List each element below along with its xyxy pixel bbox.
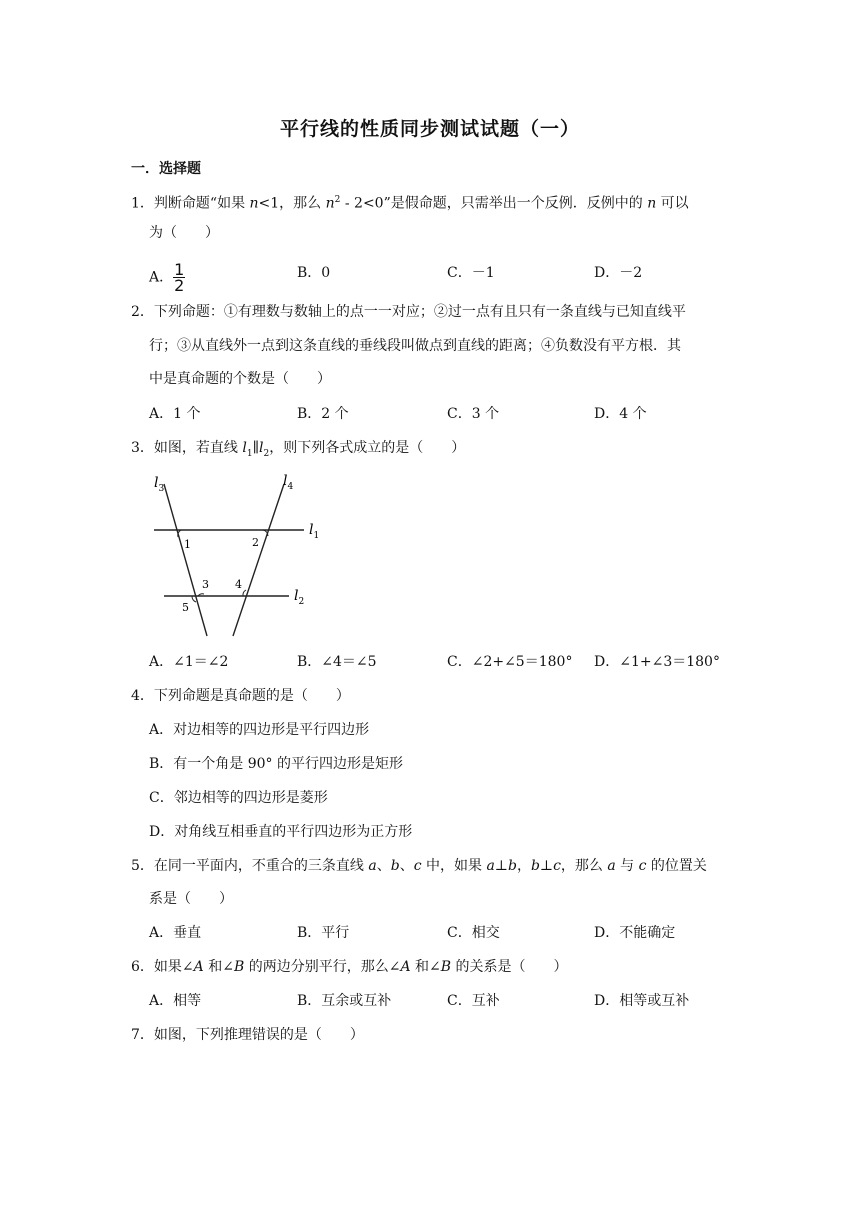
question-6-option-a: A．相等 <box>149 993 202 1009</box>
question-3-option-d: D．∠1+∠3＝180° <box>594 654 720 670</box>
question-6-option-b: B．互余或互补 <box>297 993 392 1009</box>
question-4-option-d: D．对角线互相垂直的平行四边形为正方形 <box>149 824 413 840</box>
question-5-option-d: D．不能确定 <box>594 925 676 941</box>
question-3-option-b: B．∠4＝∠5 <box>297 654 377 670</box>
parallel-lines-figure <box>149 470 329 642</box>
question-2-option-a: A．1 个 <box>149 406 201 422</box>
question-1-line-2: 为（ ） <box>149 225 219 241</box>
question-3-line-1: 3．如图，若直线 $l_1\parallel l_2$，则下列各式成立的是（ ） <box>131 440 466 459</box>
label-l1: $l_1$ <box>309 522 320 541</box>
label-l4: $l_4$ <box>283 473 294 492</box>
angle-label-2: 2 <box>252 536 259 549</box>
question-1-option-b: B．0 <box>297 265 331 281</box>
section-heading: 一．选择题 <box>131 161 201 177</box>
angle-label-3: 3 <box>202 578 209 591</box>
question-6-line-1: 6．如果∠A 和∠B 的两边分别平行，那么∠A 和∠B 的关系是（ ） <box>131 959 568 975</box>
angle-arc-4 <box>243 590 246 596</box>
question-4-option-b: B．有一个角是 90° 的平行四边形是矩形 <box>149 756 404 772</box>
question-2-line-1: 2．下列命题：①有理数与数轴上的点一一对应；②过一点有且只有一条直线与已知直线平 <box>131 304 686 320</box>
question-4-option-c: C．邻边相等的四边形是菱形 <box>149 790 328 806</box>
question-5-option-b: B．平行 <box>297 925 350 941</box>
question-5-option-a: A．垂直 <box>149 925 202 941</box>
question-2-option-b: B．2 个 <box>297 406 349 422</box>
question-6-option-c: C．互补 <box>447 993 500 1009</box>
question-5-option-c: C．相交 <box>447 925 500 941</box>
question-1-option-c: C．－1 <box>447 265 495 281</box>
question-4-option-a: A．对边相等的四边形是平行四边形 <box>149 722 370 738</box>
angle-label-1: 1 <box>184 538 191 551</box>
question-1-option-d: D．－2 <box>594 265 643 281</box>
question-2-option-d: D．4 个 <box>594 406 647 422</box>
question-5-line-2: 系是（ ） <box>149 891 233 907</box>
question-3-option-c: C．∠2+∠5＝180° <box>447 654 573 670</box>
question-2-line-2: 行；③从直线外一点到这条直线的垂线段叫做点到直线的距离；④负数没有平方根．其 <box>149 338 681 354</box>
question-4-line-1: 4．下列命题是真命题的是（ ） <box>131 688 350 704</box>
label-l2: $l_2$ <box>294 588 305 607</box>
label-l3: $l_3$ <box>154 475 165 494</box>
page-title: 平行线的性质同步测试试题（一） <box>279 118 580 140</box>
angle-label-4: 4 <box>235 578 242 591</box>
line-l4 <box>233 484 284 636</box>
question-1-line-1: 1．判断命题“如果 n<1，那么 $n^2 - 2<0$”是假命题，只需举出一个反例．反例中的 n 可以 <box>131 195 689 212</box>
question-5-line-1: 5．在同一平面内，不重合的三条直线 a、b、c 中，如果 a⊥b，b⊥c，那么 a 与 c 的位置关 <box>131 858 707 874</box>
question-6-option-d: D．相等或互补 <box>594 993 690 1009</box>
question-2-line-3: 中是真命题的个数是（ ） <box>149 371 331 387</box>
fraction: $\frac{1}{2}$ <box>174 260 185 295</box>
question-2-option-c: C．3 个 <box>447 406 500 422</box>
question-1-option-a: A． $\frac{1}{2}$ <box>149 260 185 295</box>
question-3-option-a: A．∠1＝∠2 <box>149 654 229 670</box>
angle-label-5: 5 <box>182 601 189 614</box>
question-7-line-1: 7．如图，下列推理错误的是（ ） <box>131 1027 364 1043</box>
